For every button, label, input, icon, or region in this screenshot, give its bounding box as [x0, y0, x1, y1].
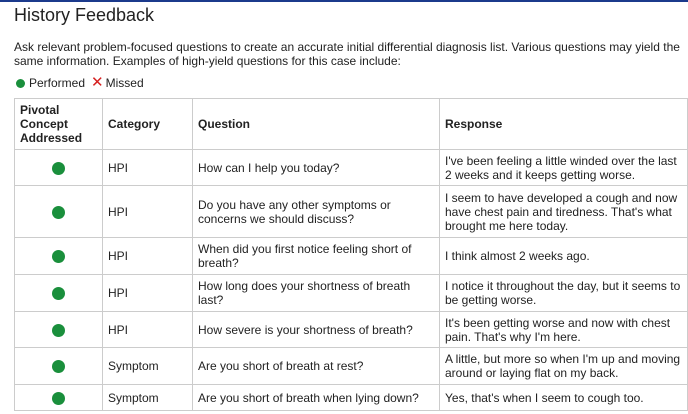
- performed-dot-icon: [52, 250, 65, 263]
- response-cell: A little, but more so when I'm up and moving around or laying flat on my back.: [440, 348, 688, 385]
- category-cell: HPI: [103, 312, 193, 348]
- response-cell: I notice it throughout the day, but it seems to be getting worse.: [440, 275, 688, 312]
- page-title: History Feedback: [14, 5, 155, 25]
- question-cell: How long does your shortness of breath last?: [193, 275, 440, 312]
- question-cell: Are you short of breath when lying down?: [193, 385, 440, 411]
- response-cell: Yes, that's when I seem to cough too.: [440, 385, 688, 411]
- category-cell: HPI: [103, 238, 193, 275]
- legend: [16, 76, 144, 90]
- history-feedback-table: [14, 98, 688, 411]
- category-cell: HPI: [103, 150, 193, 186]
- performed-dot-icon: [52, 324, 65, 337]
- performed-dot-icon: [52, 206, 65, 219]
- table-row: [15, 150, 688, 186]
- concept-cell: [15, 186, 103, 238]
- performed-dot-icon: [52, 162, 65, 175]
- table-row: [15, 312, 688, 348]
- header-response: Response: [440, 99, 688, 150]
- concept-cell: [15, 238, 103, 275]
- category-cell: HPI: [103, 186, 193, 238]
- response-cell: I seem to have developed a cough and now have chest pain and tiredness. That's what brought me here today.: [440, 186, 688, 238]
- concept-cell: [15, 150, 103, 186]
- header-question: Question: [193, 99, 440, 150]
- legend-performed-label: Performed: [29, 76, 86, 90]
- table-row: [15, 348, 688, 385]
- response-cell: It's been getting worse and now with chest pain. That's why I'm here.: [440, 312, 688, 348]
- table-row: [15, 275, 688, 312]
- response-cell: I've been feeling a little winded over the last 2 weeks and it keeps getting worse.: [440, 150, 688, 186]
- header-category: Category: [103, 99, 193, 150]
- header-concept: Pivotal Concept Addressed: [15, 99, 103, 150]
- question-cell: When did you first notice feeling short of breath?: [193, 238, 440, 275]
- concept-cell: [15, 348, 103, 385]
- concept-cell: [15, 312, 103, 348]
- table-row: [15, 385, 688, 411]
- performed-dot-icon: [52, 360, 65, 373]
- table-header-row: [15, 99, 688, 150]
- performed-dot-icon: [52, 392, 65, 405]
- performed-dot-icon: [52, 287, 65, 300]
- question-cell: How severe is your shortness of breath?: [193, 312, 440, 348]
- intro-text: Ask relevant problem-focused questions to create an accurate initial differential diagnosis list. Various questions may yield the same information. Examples of high-yield questions for this case include:: [14, 40, 680, 68]
- question-cell: Are you short of breath at rest?: [193, 348, 440, 385]
- category-cell: Symptom: [103, 348, 193, 385]
- concept-cell: [15, 275, 103, 312]
- top-border: [0, 0, 688, 2]
- question-cell: Do you have any other symptoms or concerns we should discuss?: [193, 186, 440, 238]
- missed-x-icon: ✕: [91, 74, 104, 91]
- response-cell: I think almost 2 weeks ago.: [440, 238, 688, 275]
- question-cell: How can I help you today?: [193, 150, 440, 186]
- performed-dot-icon: [16, 79, 25, 88]
- concept-cell: [15, 385, 103, 411]
- table-row: [15, 186, 688, 238]
- category-cell: HPI: [103, 275, 193, 312]
- table-row: [15, 238, 688, 275]
- category-cell: Symptom: [103, 385, 193, 411]
- legend-missed-label: Missed: [105, 76, 144, 90]
